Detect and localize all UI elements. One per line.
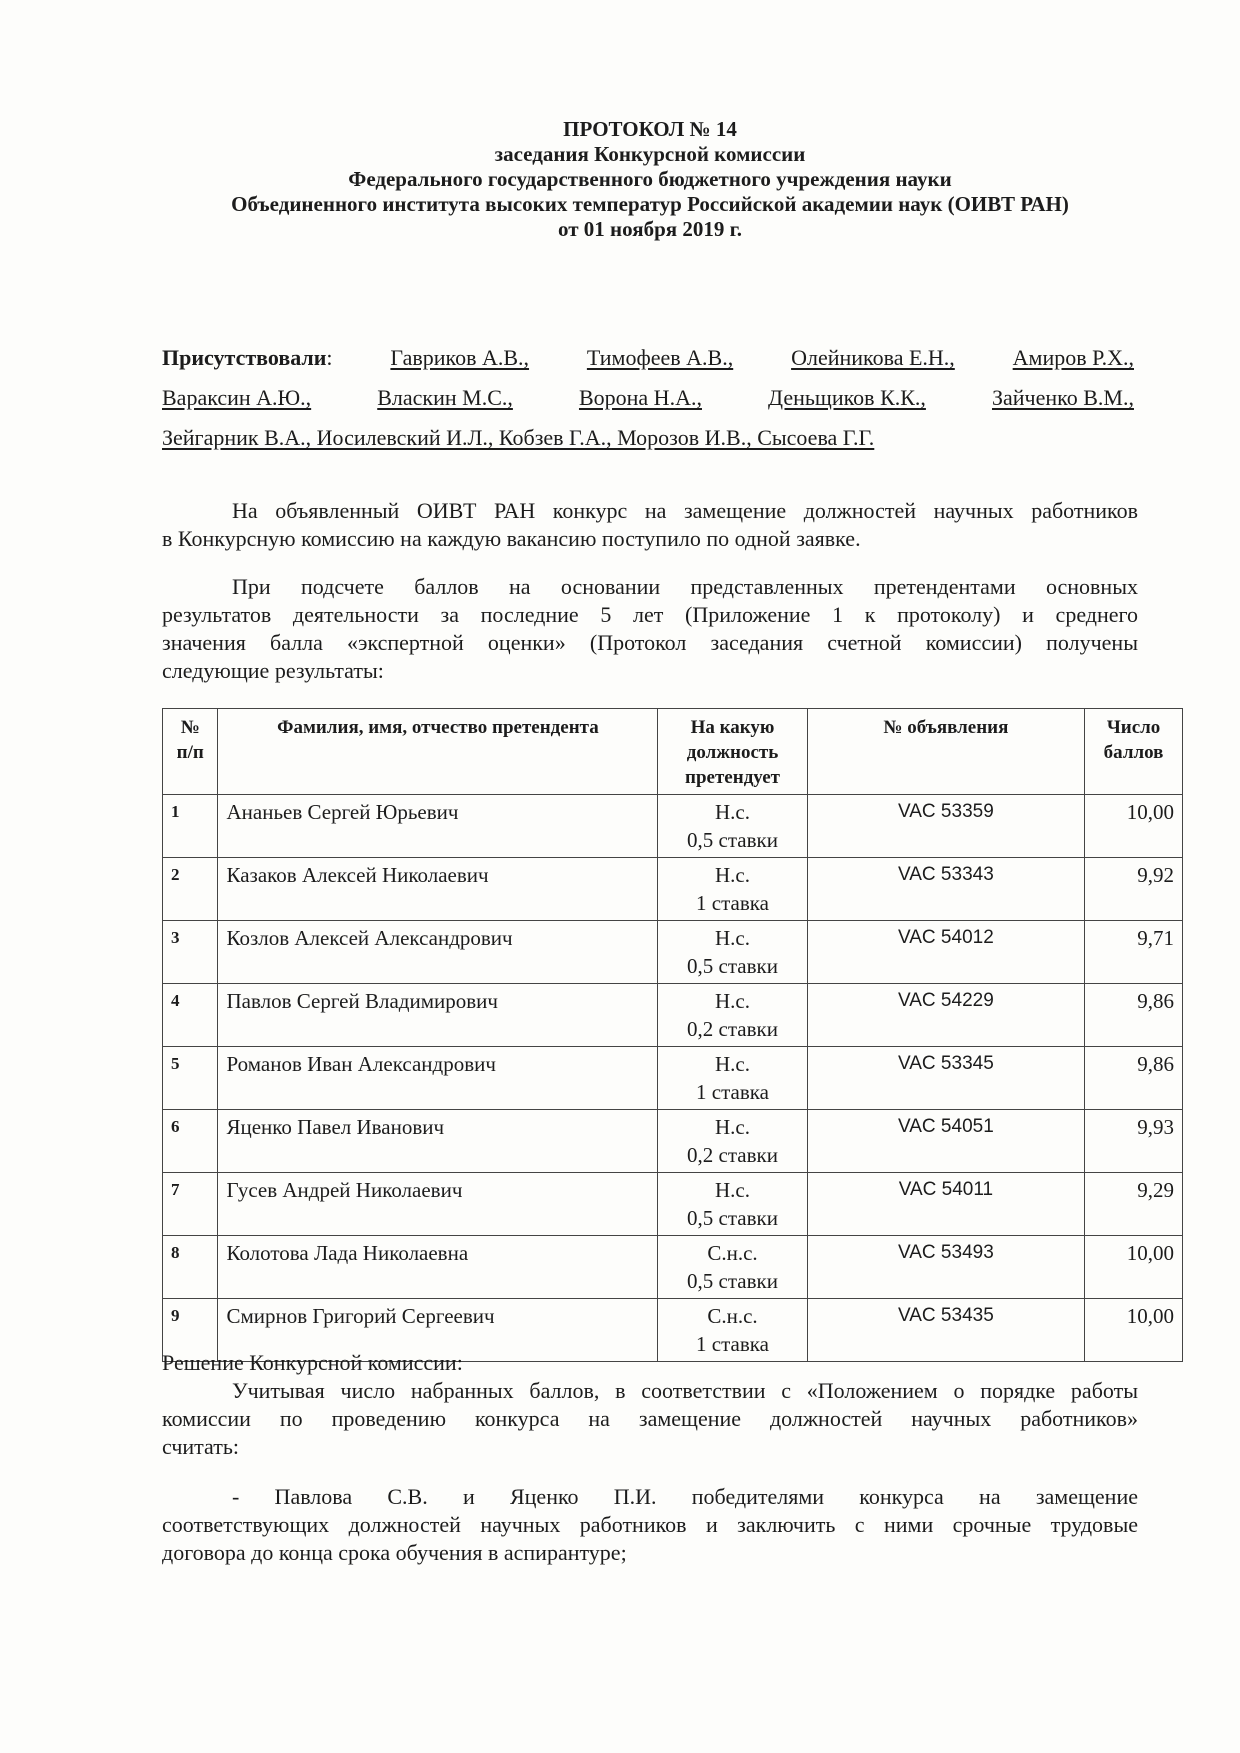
row-number: 3 [163, 921, 218, 984]
position-rate: 0,2 ставки [687, 1143, 778, 1167]
paragraph-line: - Павлова С.В. и Яценко П.И. победителями конкурса на замещение [232, 1484, 1138, 1509]
score: 9,93 [1085, 1110, 1183, 1173]
position-cell [658, 1047, 807, 1110]
candidate-name: Павлов Сергей Владимирович [218, 984, 658, 1047]
column-header-score: Число баллов [1085, 709, 1183, 795]
candidate-name: Козлов Алексей Александрович [218, 921, 658, 984]
paragraph-line: следующие результаты: [162, 658, 384, 683]
attendees-label: Присутствовали: [162, 345, 333, 370]
position-cell [658, 984, 807, 1047]
row-number: 2 [163, 858, 218, 921]
candidate-name: Ананьев Сергей Юрьевич [218, 795, 658, 858]
ad-number: VAC 54012 [807, 921, 1084, 984]
table-row [163, 921, 1183, 984]
paragraph-line: значения балла «экспертной оценки» (Протокол заседания счетной комиссии) получены [162, 630, 1138, 655]
position-title: Н.с. [715, 1115, 751, 1139]
ad-number: VAC 53345 [807, 1047, 1084, 1110]
paragraph-line: Учитывая число набранных баллов, в соответствии с «Положением о порядке работы [232, 1378, 1138, 1403]
row-number: 9 [163, 1299, 218, 1362]
paragraph-line: соответствующих должностей научных работников и заключить с ними срочные трудовые [162, 1512, 1138, 1537]
paragraph-applications [162, 497, 1138, 553]
table-row [163, 795, 1183, 858]
position-rate: 0,5 ставки [687, 1269, 778, 1293]
position-title: С.н.с. [707, 1304, 758, 1328]
table-row [163, 1047, 1183, 1110]
paragraph-line: считать: [162, 1434, 239, 1459]
position-cell [658, 1173, 807, 1236]
ad-number: VAC 54229 [807, 984, 1084, 1047]
position-cell [658, 1236, 807, 1299]
attendee: Зайченко В.М., [992, 385, 1134, 410]
attendee: Олейникова Е.Н., [791, 345, 955, 370]
ad-number: VAC 53359 [807, 795, 1084, 858]
position-title: Н.с. [715, 989, 751, 1013]
table-row [163, 858, 1183, 921]
score: 9,71 [1085, 921, 1183, 984]
candidate-name: Колотова Лада Николаевна [218, 1236, 658, 1299]
score: 10,00 [1085, 795, 1183, 858]
attendee: Деньщиков К.К., [768, 385, 926, 410]
paragraph-line: в Конкурсную комиссию на каждую вакансию поступило по одной заявке. [162, 526, 861, 551]
candidate-name: Романов Иван Александрович [218, 1047, 658, 1110]
paragraph-line: комиссии по проведению конкурса на замещение должностей научных работников» [162, 1406, 1138, 1431]
score: 10,00 [1085, 1236, 1183, 1299]
position-cell [658, 795, 807, 858]
score: 9,86 [1085, 984, 1183, 1047]
ad-number: VAC 54051 [807, 1110, 1084, 1173]
position-cell [658, 1110, 807, 1173]
table-header-row [163, 709, 1183, 795]
position-rate: 0,2 ставки [687, 1017, 778, 1041]
row-number: 4 [163, 984, 218, 1047]
attendee: Амиров Р.Х., [1012, 345, 1134, 370]
table-row [163, 1236, 1183, 1299]
ad-number: VAC 53435 [807, 1299, 1084, 1362]
column-header-ad-number: № объявления [807, 709, 1084, 795]
column-header-position: На какую должность претендует [658, 709, 807, 795]
attendee: Вараксин А.Ю., [162, 385, 312, 410]
header-line-2: заседания Конкурсной комиссии [494, 142, 806, 166]
table-row [163, 1110, 1183, 1173]
position-rate: 1 ставка [696, 1332, 769, 1356]
ad-number: VAC 54011 [807, 1173, 1084, 1236]
position-title: Н.с. [715, 863, 751, 887]
attendees-block [162, 345, 1134, 465]
position-title: С.н.с. [707, 1241, 758, 1265]
protocol-date: от 01 ноября 2019 г. [557, 217, 743, 241]
candidate-name: Яценко Павел Иванович [218, 1110, 658, 1173]
score: 9,29 [1085, 1173, 1183, 1236]
paragraph-line: При подсчете баллов на основании представленных претендентами основных [232, 574, 1138, 599]
decision-bullet [162, 1483, 1138, 1567]
row-number: 1 [163, 795, 218, 858]
column-header-number: № п/п [163, 709, 218, 795]
row-number: 6 [163, 1110, 218, 1173]
position-title: Н.с. [715, 1052, 751, 1076]
paragraph-line: результатов деятельности за последние 5 лет (Приложение 1 к протоколу) и среднего [162, 602, 1138, 627]
results-table [162, 708, 1183, 1362]
paragraph-line: договора до конца срока обучения в аспирантуре; [162, 1540, 627, 1565]
row-number: 8 [163, 1236, 218, 1299]
attendee: Зейгарник В.А., Иосилевский И.Л., Кобзев Г.А., Морозов И.В., Сысоева Г.Г. [162, 425, 875, 450]
header-line-3: Федерального государственного бюджетного учреждения науки [348, 167, 952, 191]
position-cell [658, 921, 807, 984]
header-line-4: Объединенного института высоких температур Российской академии наук (ОИВТ РАН) [231, 192, 1069, 216]
document-header [150, 117, 1150, 242]
position-rate: 0,5 ставки [687, 1206, 778, 1230]
position-title: Н.с. [715, 926, 751, 950]
attendee: Ворона Н.А., [578, 385, 702, 410]
position-cell [658, 858, 807, 921]
attendee: Тимофеев А.В., [586, 345, 734, 370]
position-title: Н.с. [715, 800, 751, 824]
paragraph-line: На объявленный ОИВТ РАН конкурс на замещение должностей научных работников [232, 498, 1138, 523]
table-row [163, 1173, 1183, 1236]
decision-heading: Решение Конкурсной комиссии: [162, 1350, 463, 1375]
candidate-name: Смирнов Григорий Сергеевич [218, 1299, 658, 1362]
candidate-name: Казаков Алексей Николаевич [218, 858, 658, 921]
position-rate: 0,5 ставки [687, 828, 778, 852]
ad-number: VAC 53343 [807, 858, 1084, 921]
attendee: Гавриков А.В., [390, 345, 530, 370]
attendee: Власкин М.С., [377, 385, 513, 410]
table-row [163, 984, 1183, 1047]
position-rate: 1 ставка [696, 891, 769, 915]
position-rate: 0,5 ставки [687, 954, 778, 978]
ad-number: VAC 53493 [807, 1236, 1084, 1299]
protocol-title: ПРОТОКОЛ № 14 [563, 117, 737, 141]
score: 10,00 [1085, 1299, 1183, 1362]
candidate-name: Гусев Андрей Николаевич [218, 1173, 658, 1236]
score: 9,92 [1085, 858, 1183, 921]
position-title: Н.с. [715, 1178, 751, 1202]
row-number: 5 [163, 1047, 218, 1110]
column-header-name: Фамилия, имя, отчество претендента [218, 709, 658, 795]
paragraph-scoring [162, 573, 1138, 685]
position-rate: 1 ставка [696, 1080, 769, 1104]
decision-block [162, 1349, 1138, 1461]
score: 9,86 [1085, 1047, 1183, 1110]
row-number: 7 [163, 1173, 218, 1236]
